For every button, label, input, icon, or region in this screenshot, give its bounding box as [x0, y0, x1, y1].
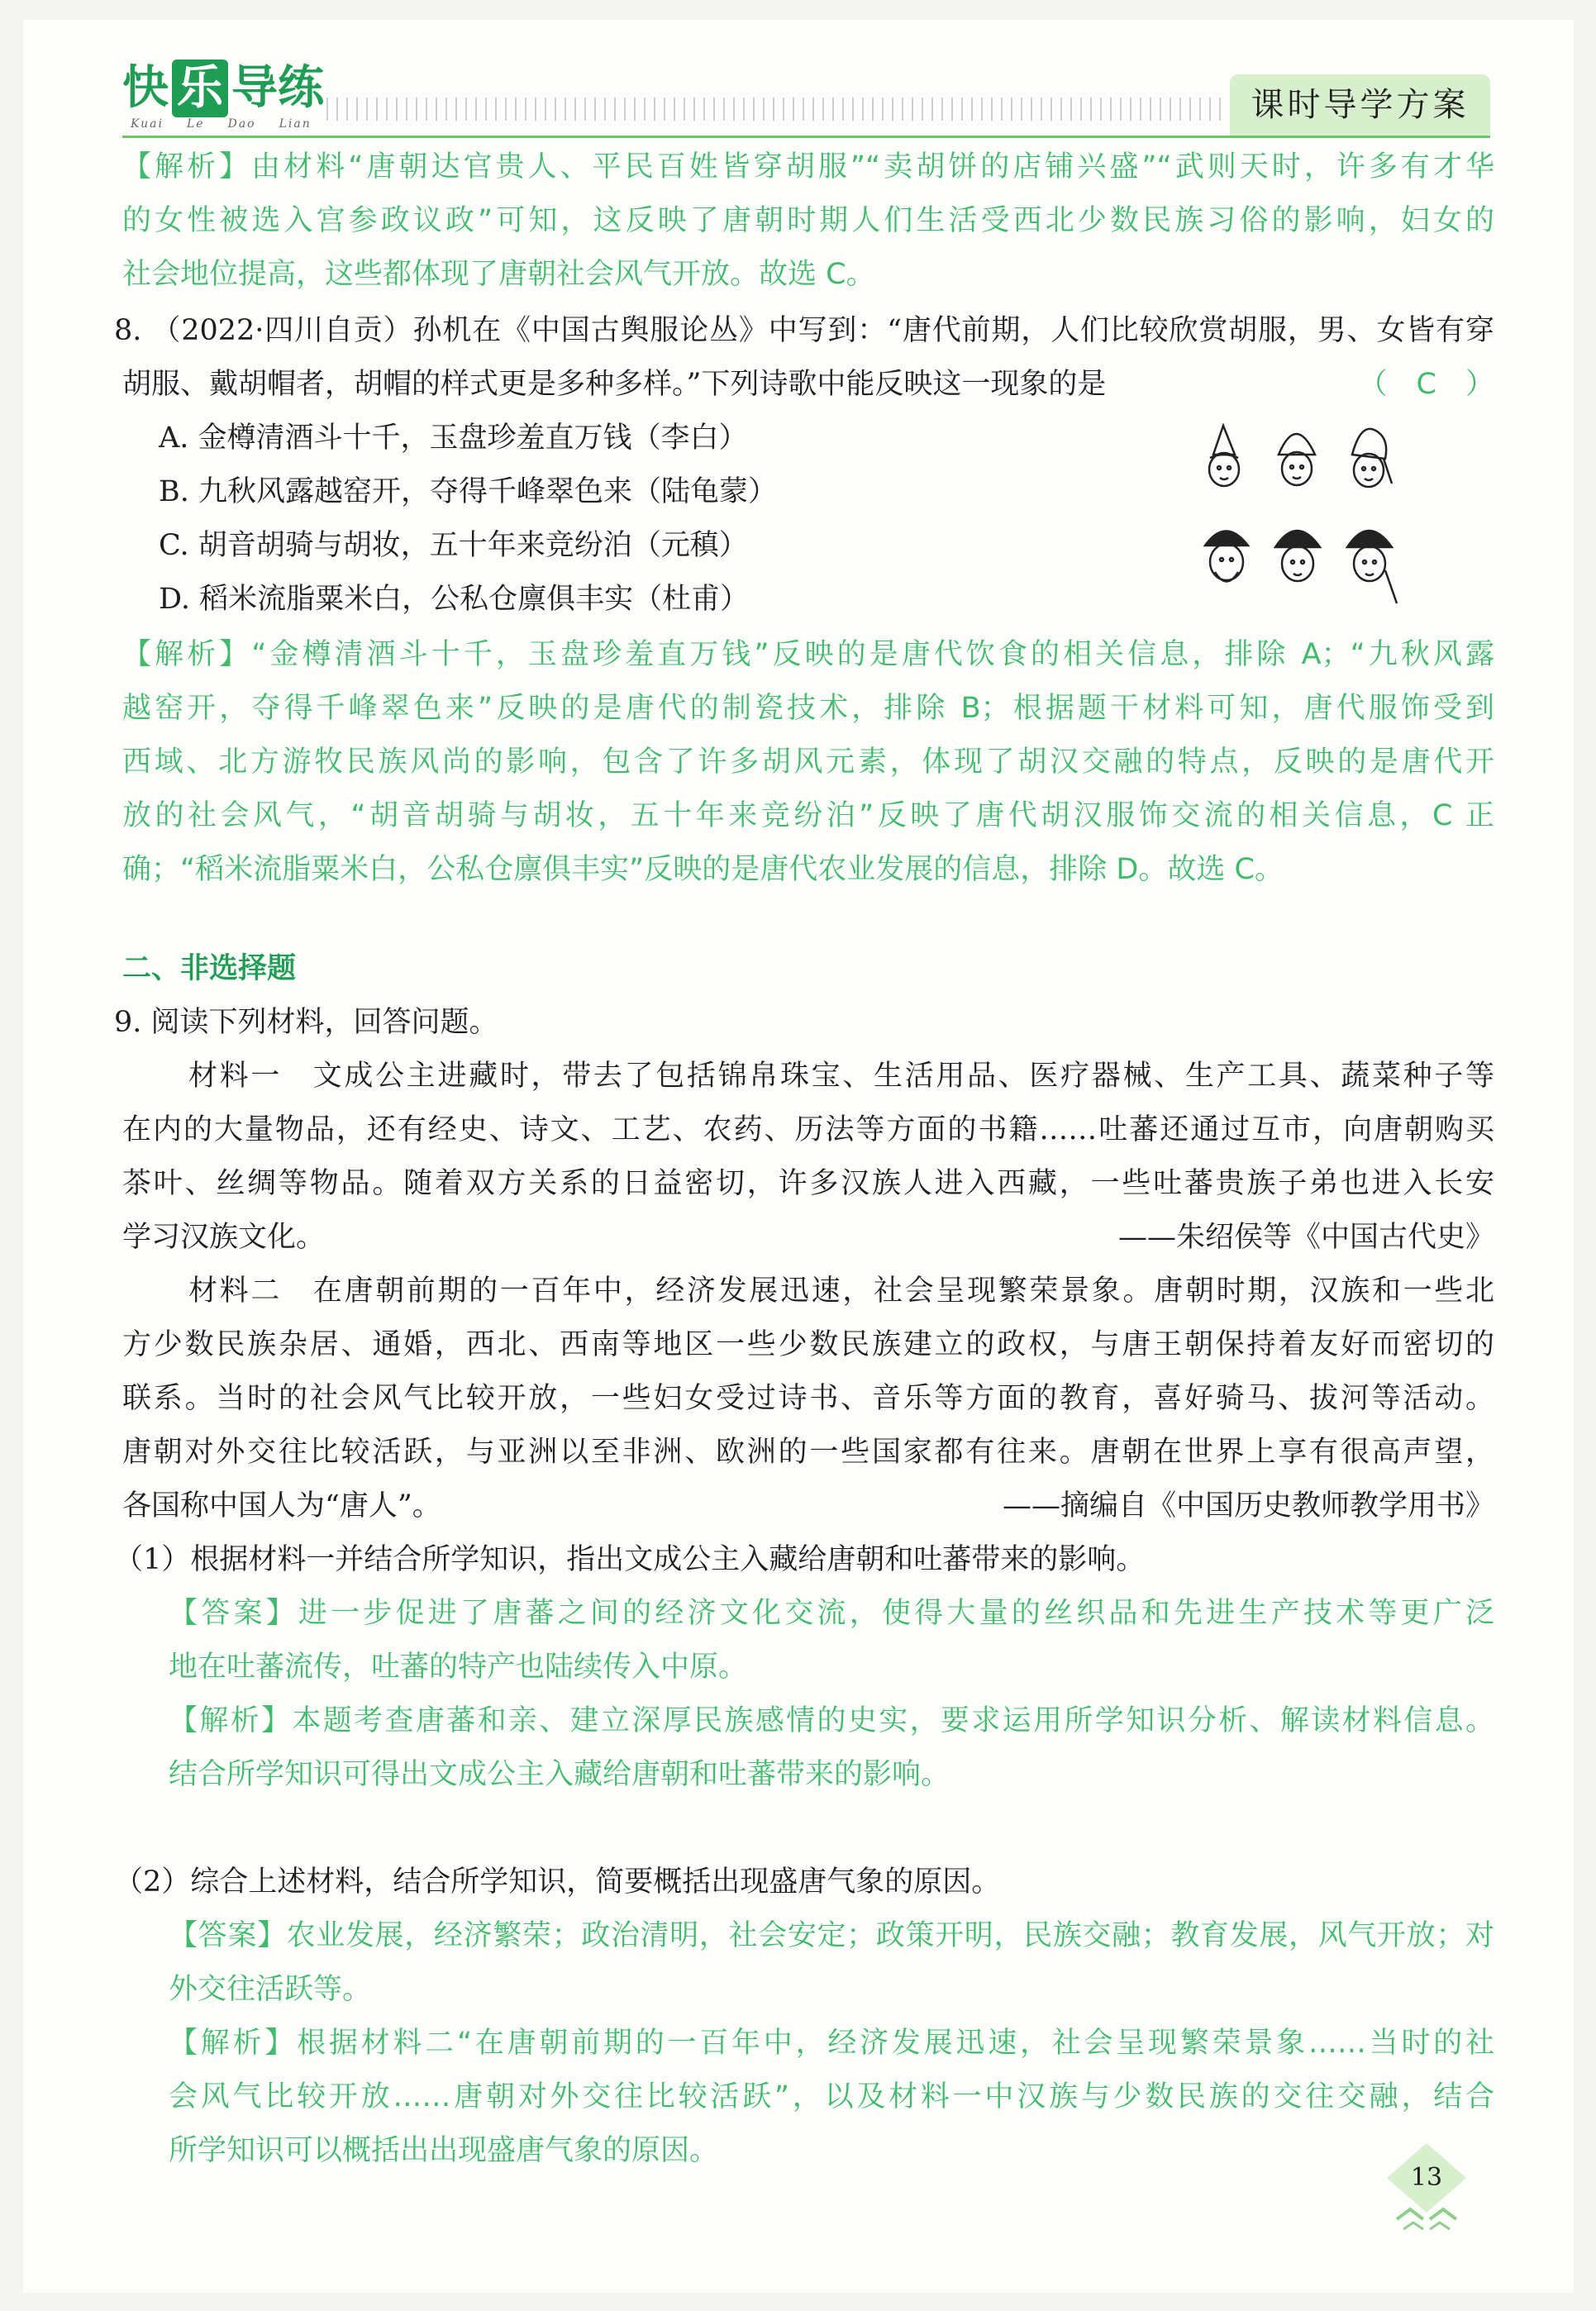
- logo-char: 快: [122, 61, 169, 115]
- material1-line: 材料一 文成公主进藏时，带去了包括锦帛珠宝、生活用品、医疗器械、生产工具、蔬菜种子等: [188, 1060, 1494, 1093]
- material2-source: ——摘编自《中国历史教师教学用书》: [1002, 1489, 1494, 1522]
- brand-logo: [122, 60, 324, 117]
- pinyin-word: Lian: [279, 117, 312, 131]
- material2-line: 材料二 在唐朝前期的一百年中，经济发展迅速，社会呈现繁荣景象。唐朝时期，汉族和一些北: [188, 1275, 1494, 1308]
- logo-char: 乐: [172, 60, 228, 117]
- material2-line: 唐朝对外交往比较活跃，与亚洲以至非洲、欧洲的一些国家都有往来。唐朝在世界上享有很高声望，: [122, 1436, 1494, 1469]
- q8-answer: （ C ）: [1358, 368, 1494, 401]
- q9-sub1-analysis-line: 结合所学知识可得出文成公主入藏给唐朝和吐蕃带来的影响。: [169, 1758, 950, 1791]
- section-badge: 课时导学方案: [1230, 74, 1490, 136]
- material1-line: 在内的大量物品，还有经史、诗文、工艺、农药、历法等方面的书籍……吐蕃还通过互市，向唐朝购买: [122, 1113, 1494, 1146]
- q9-sub2-answer-line: 外交往活跃等。: [169, 1973, 372, 2006]
- material1-source: ——朱绍侯等《中国古代史》: [1117, 1221, 1494, 1254]
- q9-sub2-analysis-line: 会风气比较开放……唐朝对外交往比较活跃”，以及材料一中汉族与少数民族的交往交融，结合: [169, 2080, 1494, 2113]
- material2-line: 方少数民族杂居、通婚，西北、西南等地区一些少数民族建立的政权，与唐王朝保持着友好而密切的: [122, 1328, 1494, 1361]
- q9-sub1-answer-line: 【答案】进一步促进了唐蕃之间的经济文化交流，使得大量的丝织品和先进生产技术等更广泛: [169, 1597, 1494, 1630]
- q7-analysis-line: 【解析】由材料“唐朝达官贵人、平民百姓皆穿胡服”“卖胡饼的店铺兴盛”“武则天时，许多有才华: [122, 150, 1494, 183]
- q9-sub2-answer-line: 【答案】农业发展，经济繁荣；政治清明，社会安定；政策开明，民族交融；教育发展，风气开放；对: [169, 1919, 1494, 1952]
- logo-char: 练: [278, 61, 324, 115]
- q9-sub2-question: （2）综合上述材料，结合所学知识，简要概括出现盛唐气象的原因。: [114, 1865, 1001, 1899]
- q8-stem-line: 8. （2022·四川自贡）孙机在《中国古舆服论丛》中写到：“唐代前期，人们比较欣赏胡服，男、女皆有穿: [114, 314, 1494, 347]
- q7-analysis-line: 社会地位提高，这些都体现了唐朝社会风气开放。故选 C。: [122, 258, 875, 291]
- q8-option-c: C. 胡音胡骑与胡妆，五十年来竞纷泊（元稹）: [159, 529, 748, 562]
- q9-stem: 9. 阅读下列材料，回答问题。: [114, 1006, 498, 1039]
- q9-sub1-answer-line: 地在吐蕃流传，吐蕃的特产也陆续传入中原。: [169, 1651, 748, 1684]
- pinyin-word: Dao: [227, 117, 256, 131]
- q8-option-d: D. 稻米流脂粟米白，公私仓廪俱丰实（杜甫）: [159, 583, 750, 616]
- q8-analysis-line: 放的社会风气，“胡音胡骑与胡妆，五十年来竞纷泊”反映了唐代胡汉服饰交流的相关信息，C 正: [122, 799, 1494, 832]
- logo-pinyin: [131, 117, 335, 131]
- logo-char: 导: [231, 61, 278, 115]
- header-stripe-decoration: [326, 98, 1227, 121]
- hu-hats-illustration: [1189, 413, 1412, 612]
- q8-analysis-line: 越窑开，夺得千峰翠色来”反映的是唐代的制瓷技术，排除 B；根据题干材料可知，唐代服饰受到: [122, 692, 1494, 725]
- page-number: 13: [1410, 2163, 1443, 2192]
- q9-sub1-question: （1）根据材料一并结合所学知识，指出文成公主入藏给唐朝和吐蕃带来的影响。: [114, 1543, 1146, 1576]
- q8-analysis-line: 确；“稻米流脂粟米白，公私仓廪俱丰实”反映的是唐代农业发展的信息，排除 D。故选 C。: [122, 853, 1284, 886]
- q8-analysis-line: 西域、北方游牧民族风尚的影响，包含了许多胡风元素，体现了胡汉交融的特点，反映的是唐代开: [122, 746, 1494, 779]
- material1-line: 茶叶、丝绸等物品。随着双方关系的日益密切，许多汉族人进入西藏，一些吐蕃贵族子弟也进入长安: [122, 1167, 1494, 1200]
- page-header: [0, 0, 1596, 141]
- pinyin-word: Le: [187, 117, 205, 131]
- q8-stem-line: 胡服、戴胡帽者，胡帽的样式更是多种多样。”下列诗歌中能反映这一现象的是: [122, 368, 1107, 401]
- q9-sub2-analysis-line: 【解析】根据材料二“在唐朝前期的一百年中，经济发展迅速，社会呈现繁荣景象……当时的社: [169, 2027, 1494, 2060]
- material2-line: 联系。当时的社会风气比较开放，一些妇女受过诗书、音乐等方面的教育，喜好骑马、拔河等活动。: [122, 1382, 1494, 1415]
- material1-line: 学习汉族文化。: [122, 1221, 326, 1254]
- material2-line: 各国称中国人为“唐人”。: [122, 1489, 441, 1522]
- q8-option-a: A. 金樽清酒斗十千，玉盘珍羞直万钱（李白）: [159, 422, 748, 455]
- q9-sub2-analysis-line: 所学知识可以概括出出现盛唐气象的原因。: [169, 2134, 719, 2167]
- q8-analysis-line: 【解析】“金樽清酒斗十千，玉盘珍羞直万钱”反映的是唐代饮食的相关信息，排除 A；“九秋风露: [122, 638, 1494, 671]
- q9-sub1-analysis-line: 【解析】本题考查唐蕃和亲、建立深厚民族感情的史实，要求运用所学知识分析、解读材料信息。: [169, 1704, 1494, 1737]
- header-divider: [122, 136, 1490, 138]
- q7-analysis-line: 的女性被选入宫参政议政”可知，这反映了唐朝时期人们生活受西北少数民族习俗的影响，妇女的: [122, 204, 1494, 237]
- q8-option-b: B. 九秋风露越窑开，夺得千峰翠色来（陆龟蒙）: [159, 475, 777, 508]
- section-title: 二、非选择题: [122, 952, 297, 985]
- pinyin-word: Kuai: [131, 117, 164, 131]
